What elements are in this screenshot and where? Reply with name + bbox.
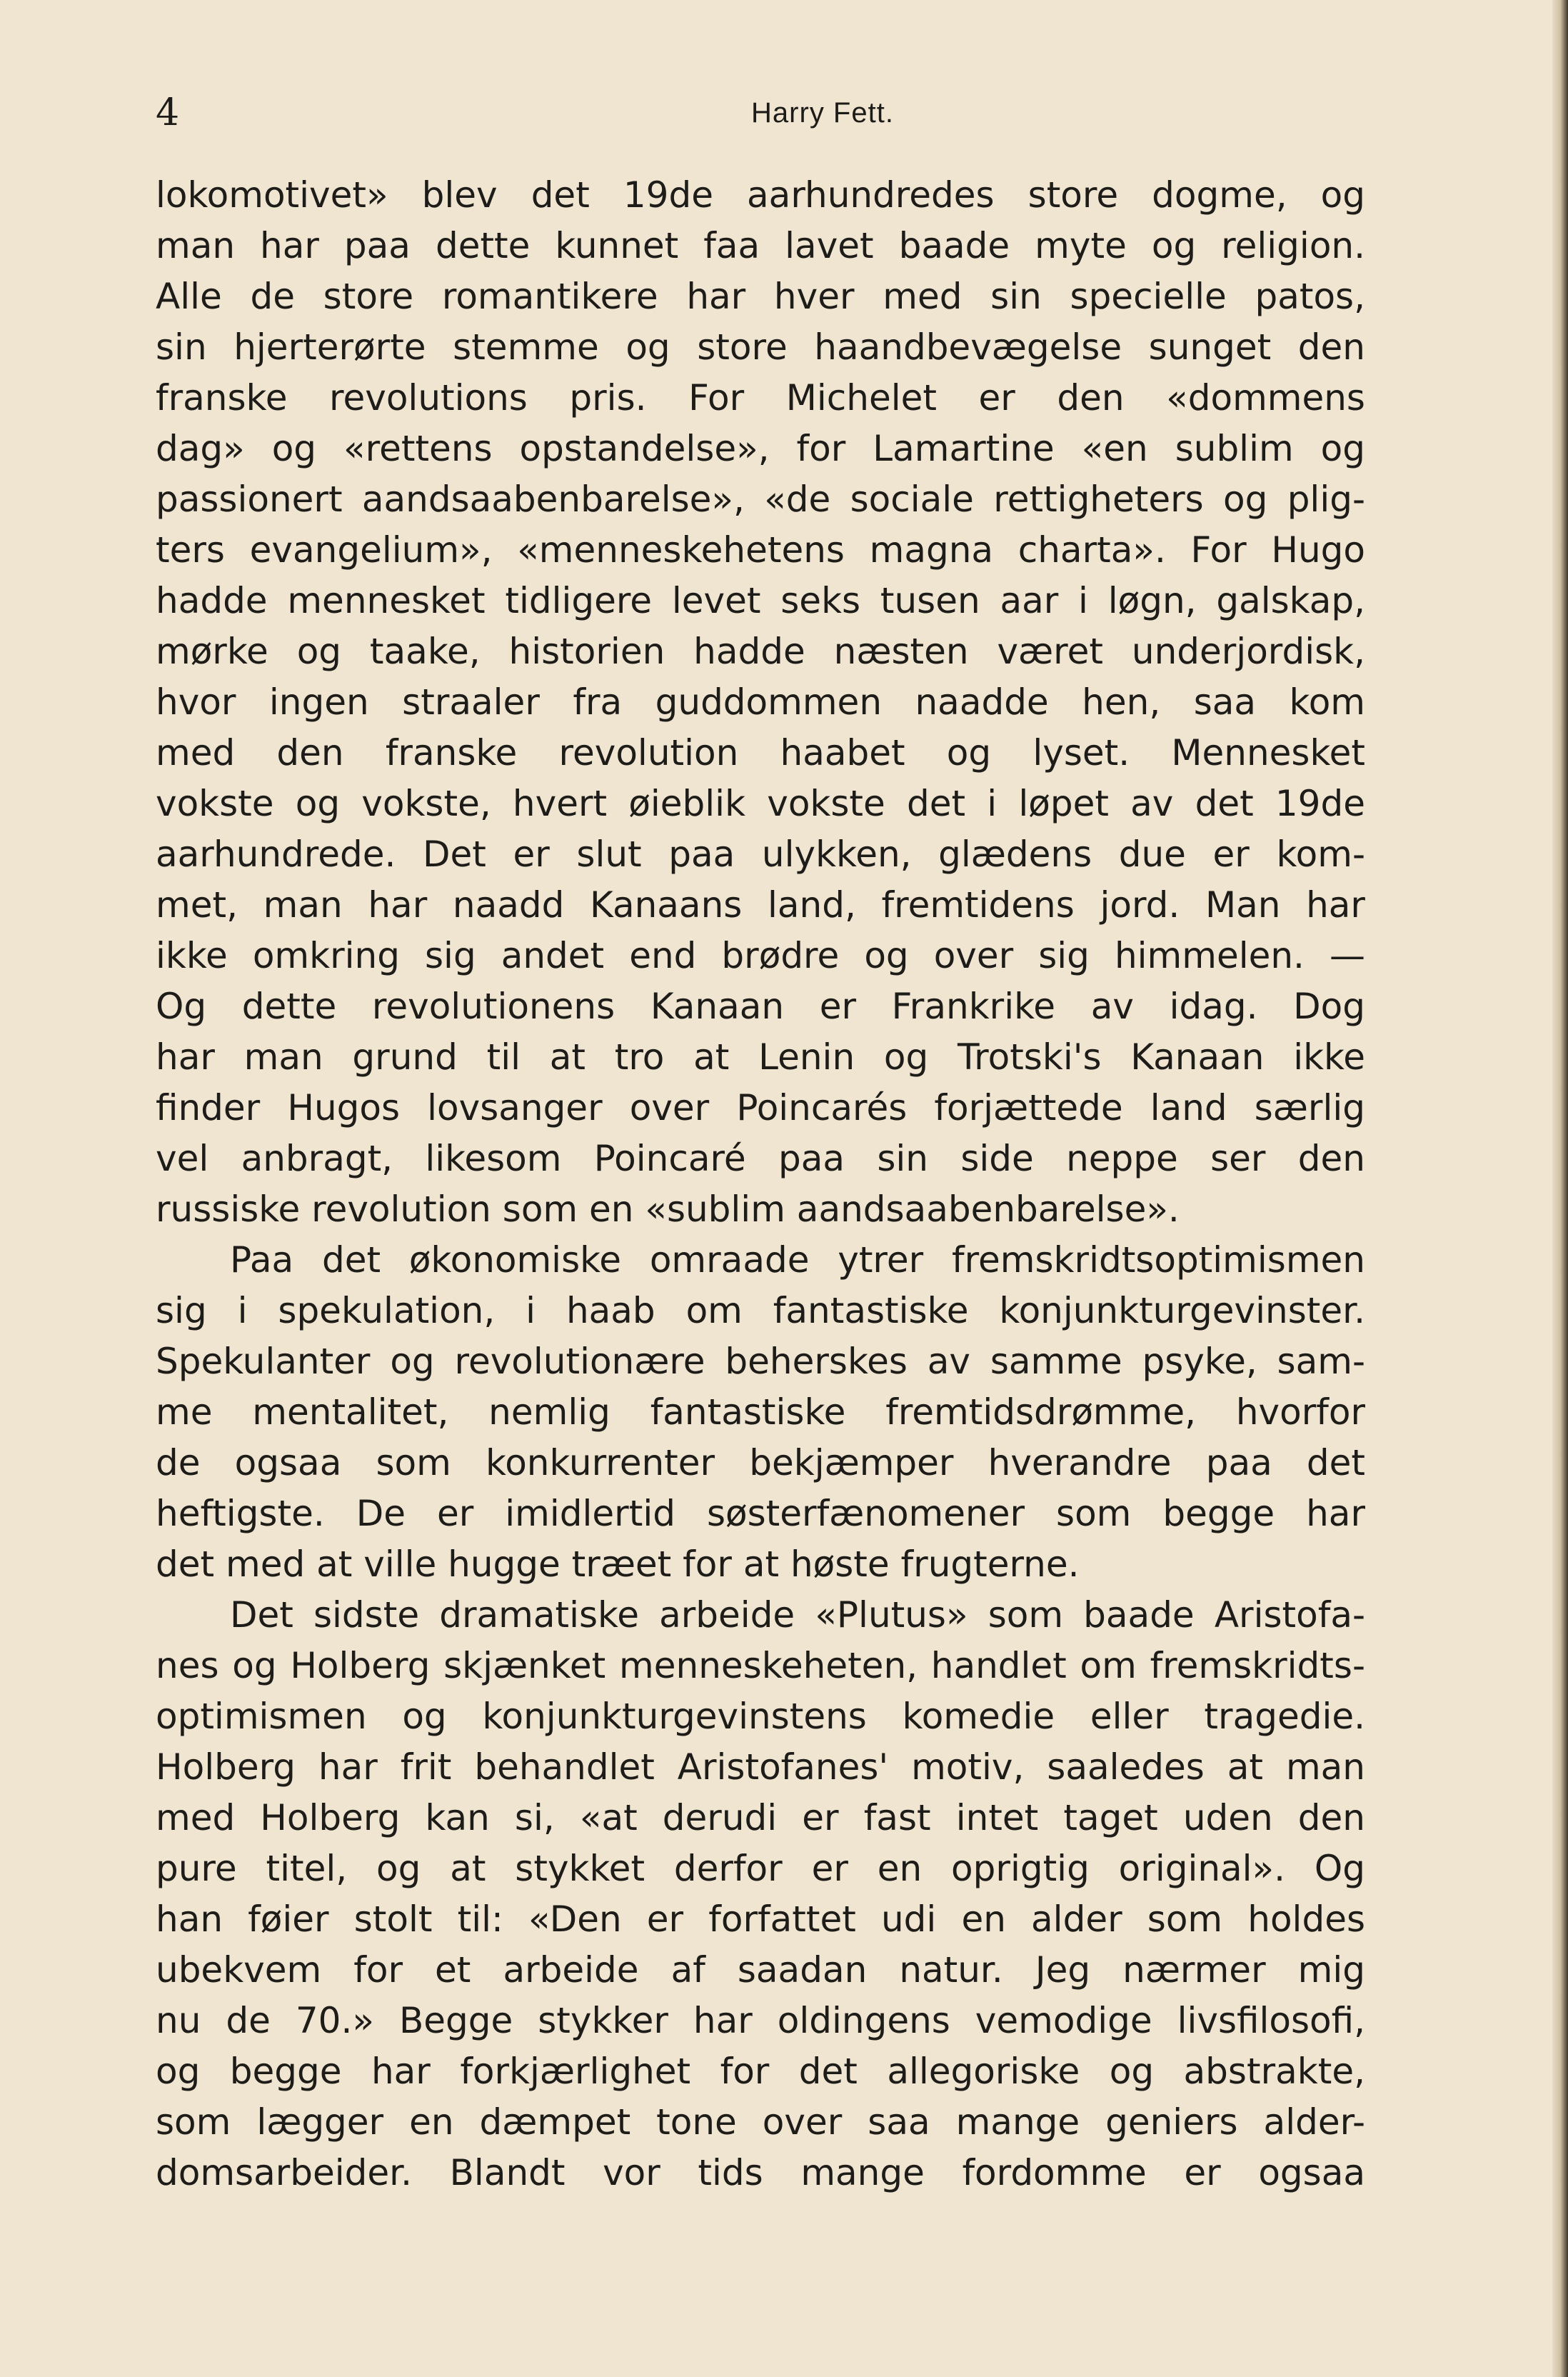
text-line: de ogsaa som konkurrenter bekjæmper hverandre paa det — [156, 1442, 1365, 1483]
text-line: vokste og vokste, hvert øieblik vokste det i løpet av det 19de — [156, 783, 1365, 824]
text-line: lokomotivet» blev det 19de aarhundredes store dogme, og — [156, 174, 1365, 216]
text-line: ters evangelium», «menneskehetens magna charta». For Hugo — [156, 529, 1365, 571]
text-line: med den franske revolution haabet og lyset. Mennesket — [156, 732, 1365, 774]
text-line: Alle de store romantikere har hver med sin specielle patos, — [156, 276, 1365, 317]
page-number: 4 — [156, 91, 180, 134]
text-line: man har paa dette kunnet faa lavet baade myte og religion. — [156, 225, 1365, 266]
text-line: optimismen og konjunkturgevinstens komedie eller tragedie. — [156, 1696, 1365, 1737]
text-line: nes og Holberg skjænket menneskeheten, handlet om fremskridts- — [156, 1645, 1365, 1686]
text-line: med Holberg kan si, «at derudi er fast intet taget uden den — [156, 1797, 1365, 1838]
text-line: passionert aandsaabenbarelse», «de sociale rettigheters og plig- — [156, 479, 1365, 520]
text-line: sin hjerterørte stemme og store haandbevægelse sunget den — [156, 326, 1365, 368]
text-line: franske revolutions pris. For Michelet er den «dommens — [156, 377, 1365, 419]
text-line: finder Hugos lovsanger over Poincarés forjættede land særlig — [156, 1087, 1365, 1129]
text-line: domsarbeider. Blandt vor tids mange fordomme er ogsaa — [156, 2152, 1365, 2193]
text-line: hvor ingen straaler fra guddommen naadde hen, saa kom — [156, 681, 1365, 723]
text-line: pure titel, og at stykket derfor er en oprigtig original». Og — [156, 1848, 1365, 1889]
text-line: ikke omkring sig andet end brødre og over sig himmelen. — — [156, 935, 1365, 976]
text-line: sig i spekulation, i haab om fantastiske konjunkturgevinster. — [156, 1290, 1365, 1331]
text-line: ubekvem for et arbeide af saadan natur. Jeg nærmer mig — [156, 1949, 1365, 1991]
text-line: Og dette revolutionens Kanaan er Frankrike av idag. Dog — [156, 986, 1365, 1027]
text-line: det med at ville hugge træet for at høste frugterne. — [156, 1543, 1080, 1585]
text-line: me mentalitet, nemlig fantastiske fremtidsdrømme, hvorfor — [156, 1391, 1365, 1433]
text-line: nu de 70.» Begge stykker har oldingens vemodige livsfilosofi, — [156, 2000, 1365, 2041]
text-line: heftigste. De er imidlertid søsterfænomener som begge har — [156, 1493, 1365, 1534]
text-line: russiske revolution som en «sublim aandsaabenbarelse». — [156, 1188, 1180, 1230]
text-line: han føier stolt til: «Den er forfattet udi en alder som holdes — [156, 1898, 1365, 1940]
text-line: Holberg har frit behandlet Aristofanes' motiv, saaledes at man — [156, 1746, 1365, 1788]
text-line: dag» og «rettens opstandelse», for Lamartine «en sublim og — [156, 428, 1365, 469]
page-header — [156, 84, 1370, 141]
text-line: Det sidste dramatiske arbeide «Plutus» som baade Aristofa- — [230, 1594, 1365, 1636]
text-line: Spekulanter og revolutionære beherskes av samme psyke, sam- — [156, 1341, 1365, 1382]
text-line: aarhundrede. Det er slut paa ulykken, glædens due er kom- — [156, 834, 1365, 875]
text-line: mørke og taake, historien hadde næsten været underjordisk, — [156, 631, 1365, 672]
text-line: har man grund til at tro at Lenin og Trotski's Kanaan ikke — [156, 1036, 1365, 1078]
text-line: og begge har forkjærlighet for det allegoriske og abstrakte, — [156, 2051, 1365, 2092]
text-line: som lægger en dæmpet tone over saa mange geniers alder- — [156, 2101, 1365, 2143]
running-head: Harry Fett. — [751, 97, 894, 129]
text-line: vel anbragt, likesom Poincaré paa sin side neppe ser den — [156, 1138, 1365, 1179]
text-line: Paa det økonomiske omraade ytrer fremskridtsoptimismen — [230, 1239, 1365, 1281]
page-edge-shadow — [1552, 0, 1568, 2377]
text-line: hadde mennesket tidligere levet seks tusen aar i løgn, galskap, — [156, 580, 1365, 621]
body-text — [156, 170, 1365, 2198]
text-line: met, man har naadd Kanaans land, fremtidens jord. Man har — [156, 884, 1365, 926]
